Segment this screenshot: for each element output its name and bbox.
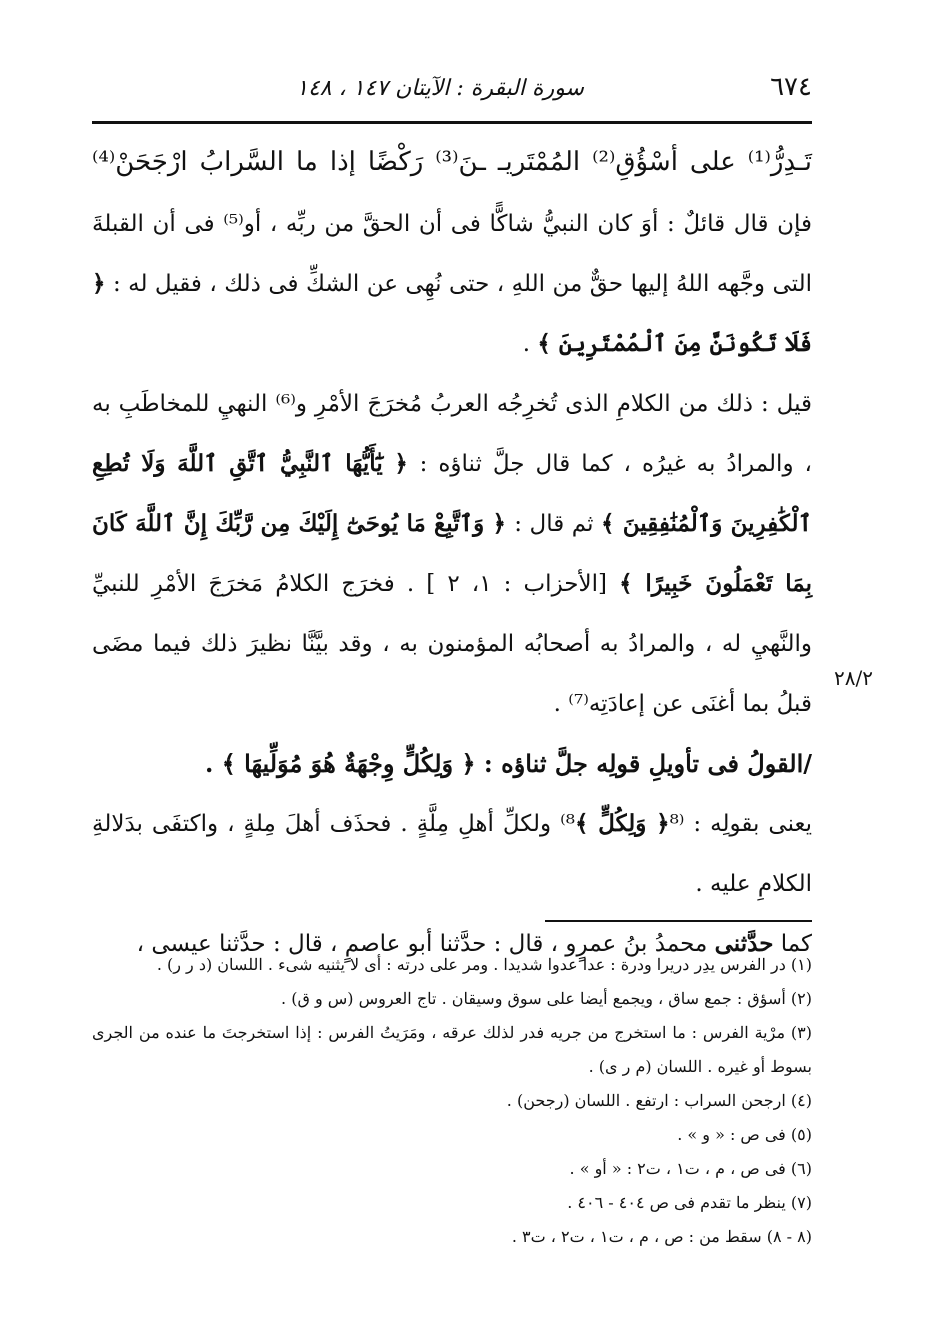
paragraph-text: قيل : ذلك من الكلامِ الذى تُخرِجُه العربُ مُخرَجَ الأمْرِ و⁽⁶⁾ النهيِ للمخاطَبِ به ، والمرادُ به غيرُه ، كما قال جلَّ ثناؤه : [92,391,813,477]
footnote: (٤) ارجحن السراب : ارتفع . اللسان (رجحن) . [506,1091,812,1110]
paragraph-text: فإن قال قائلٌ : أوَ كان النبيُّ شاكًّا فى أن الحقَّ من ربِّه ، أو⁽⁵⁾ فى أن القبلةَ التى وجَّهه اللهُ إليها حقٌّ من اللهِ ، حتى نُهِى عن الشكِّ فى ذلك ، فقيل له : [92,211,812,297]
quran-quote: ﴿ وَٱتَّبِعْ مَا يُوحَىٰٓ إِلَيْكَ مِن رَّبِّكَ إِنَّ ٱللَّهَ كَانَ بِمَا تَعْمَلُونَ خَبِيرًا ﴾ [92,510,812,597]
paragraph-explanation [92,794,812,914]
header-rule [92,121,812,124]
footnote: (١) در الفرس يدِر دريرا ودرة : عدا عدوا شديدا . ومر على درته : أى لا يثنيه شىء . اللسان (د ر ر) . [156,955,812,974]
footnote: (٦) فى ص ، م ، ت١ ، ت٢ : « أو » . [569,1159,812,1178]
paragraph-text: ⁸⁾ ولكلِّ أهلِ مِلَّةٍ . فحذَف أهلَ مِلةٍ ، واكتفَى بدَلالةِ الكلامِ عليه . [92,811,812,897]
running-header [92,68,812,108]
quran-quote: ﴿ فَلَا تَكُونَنَّ مِنَ ٱلْمُمْتَرِينَ ﴾ [92,270,812,357]
side-reference: ٢٨/٢ [834,666,873,690]
paragraph-text: [الأحزاب : ١، ٢ ] . فخرَج الكلامُ مَخرَجَ الأمْرِ للنبيِّ والنَّهيِ له ، والمرادُ به أصحابُه المؤمنون به ، وقد بيَّنَّا نظيرَ ذلك فيما مضَى قبلُ بما أغنَى عن إعادَتِه⁽⁷⁾ . [92,571,812,717]
heading-end: . [205,749,222,778]
paragraph-text: محمدُ بنُ عمرٍو ، قال : حدَّثنا أبو عاصمٍ ، قال : حدَّثنا عيسى ، [136,931,715,957]
quran-quote: ﴿ وَلِكُلٍّ ﴾ [575,810,670,837]
poetry-verse: تَـدِرُّ⁽¹⁾ على أسْؤُقِ⁽²⁾ المُمْتَريـ ـنَ⁽³⁾ رَكْضًا إذا ما السَّرابُ ارْجَحَنْ⁽⁴⁾ [92,147,812,177]
paragraph-text: كما [773,931,812,957]
footnote: (٥) فى ص : « و » . [677,1125,812,1144]
paragraph-text: يعنى بقولِه : ⁽⁸ [669,811,813,837]
section-heading [92,734,812,794]
quran-quote: ﴿ وَلِكُلٍّ وِجْهَةٌ هُوَ مُوَلِّيهَا ﴾ [221,749,484,778]
haddathani-word: حدَّثنى [714,930,774,957]
paragraph-answer [92,374,812,734]
footnote: (٣) مرْية الفرس : ما استخرج من جريه فدر لذلك عرقه ، ومَرَيتُ الفرس : إذا استخرجتَ ما عنده من الجرى بسوط أو غيره . اللسان (م ر ى) . [92,1023,812,1076]
running-title: سورة البقرة : الآيتان ١٤٧ ، ١٤٨ [296,76,584,101]
quran-quote: ﴿ يَٰٓأَيُّهَا ٱلنَّبِيُّ ٱتَّقِ ٱللَّهَ وَلَا تُطِعِ ٱلْكَٰفِرِينَ وَٱلْمُنَٰفِقِينَ ﴾ [92,450,812,537]
page-number: ٦٧٤ [770,72,812,102]
paragraph-text: ثم قال : [514,511,602,537]
paragraph-end: . [522,331,538,357]
footnote: (٧) ينظر ما تقدم فى ص ٤٠٤ - ٤٠٦ . [567,1193,812,1212]
heading-text: /القولُ فى تأويلِ قولِه جلَّ ثناؤه : [483,749,812,778]
footnote: (٨ - ٨) سقط من : ص ، م ، ت١ ، ت٢ ، ت٣ . [511,1227,812,1246]
paragraph-question [92,194,812,374]
footnote-rule [545,920,812,922]
footnotes [92,948,812,1254]
footnote: (٢) أسؤق : جمع ساق ، ويجمع أيضا على سوق وسيقان . تاج العروس (س و ق) . [281,989,812,1008]
main-text [92,140,812,974]
